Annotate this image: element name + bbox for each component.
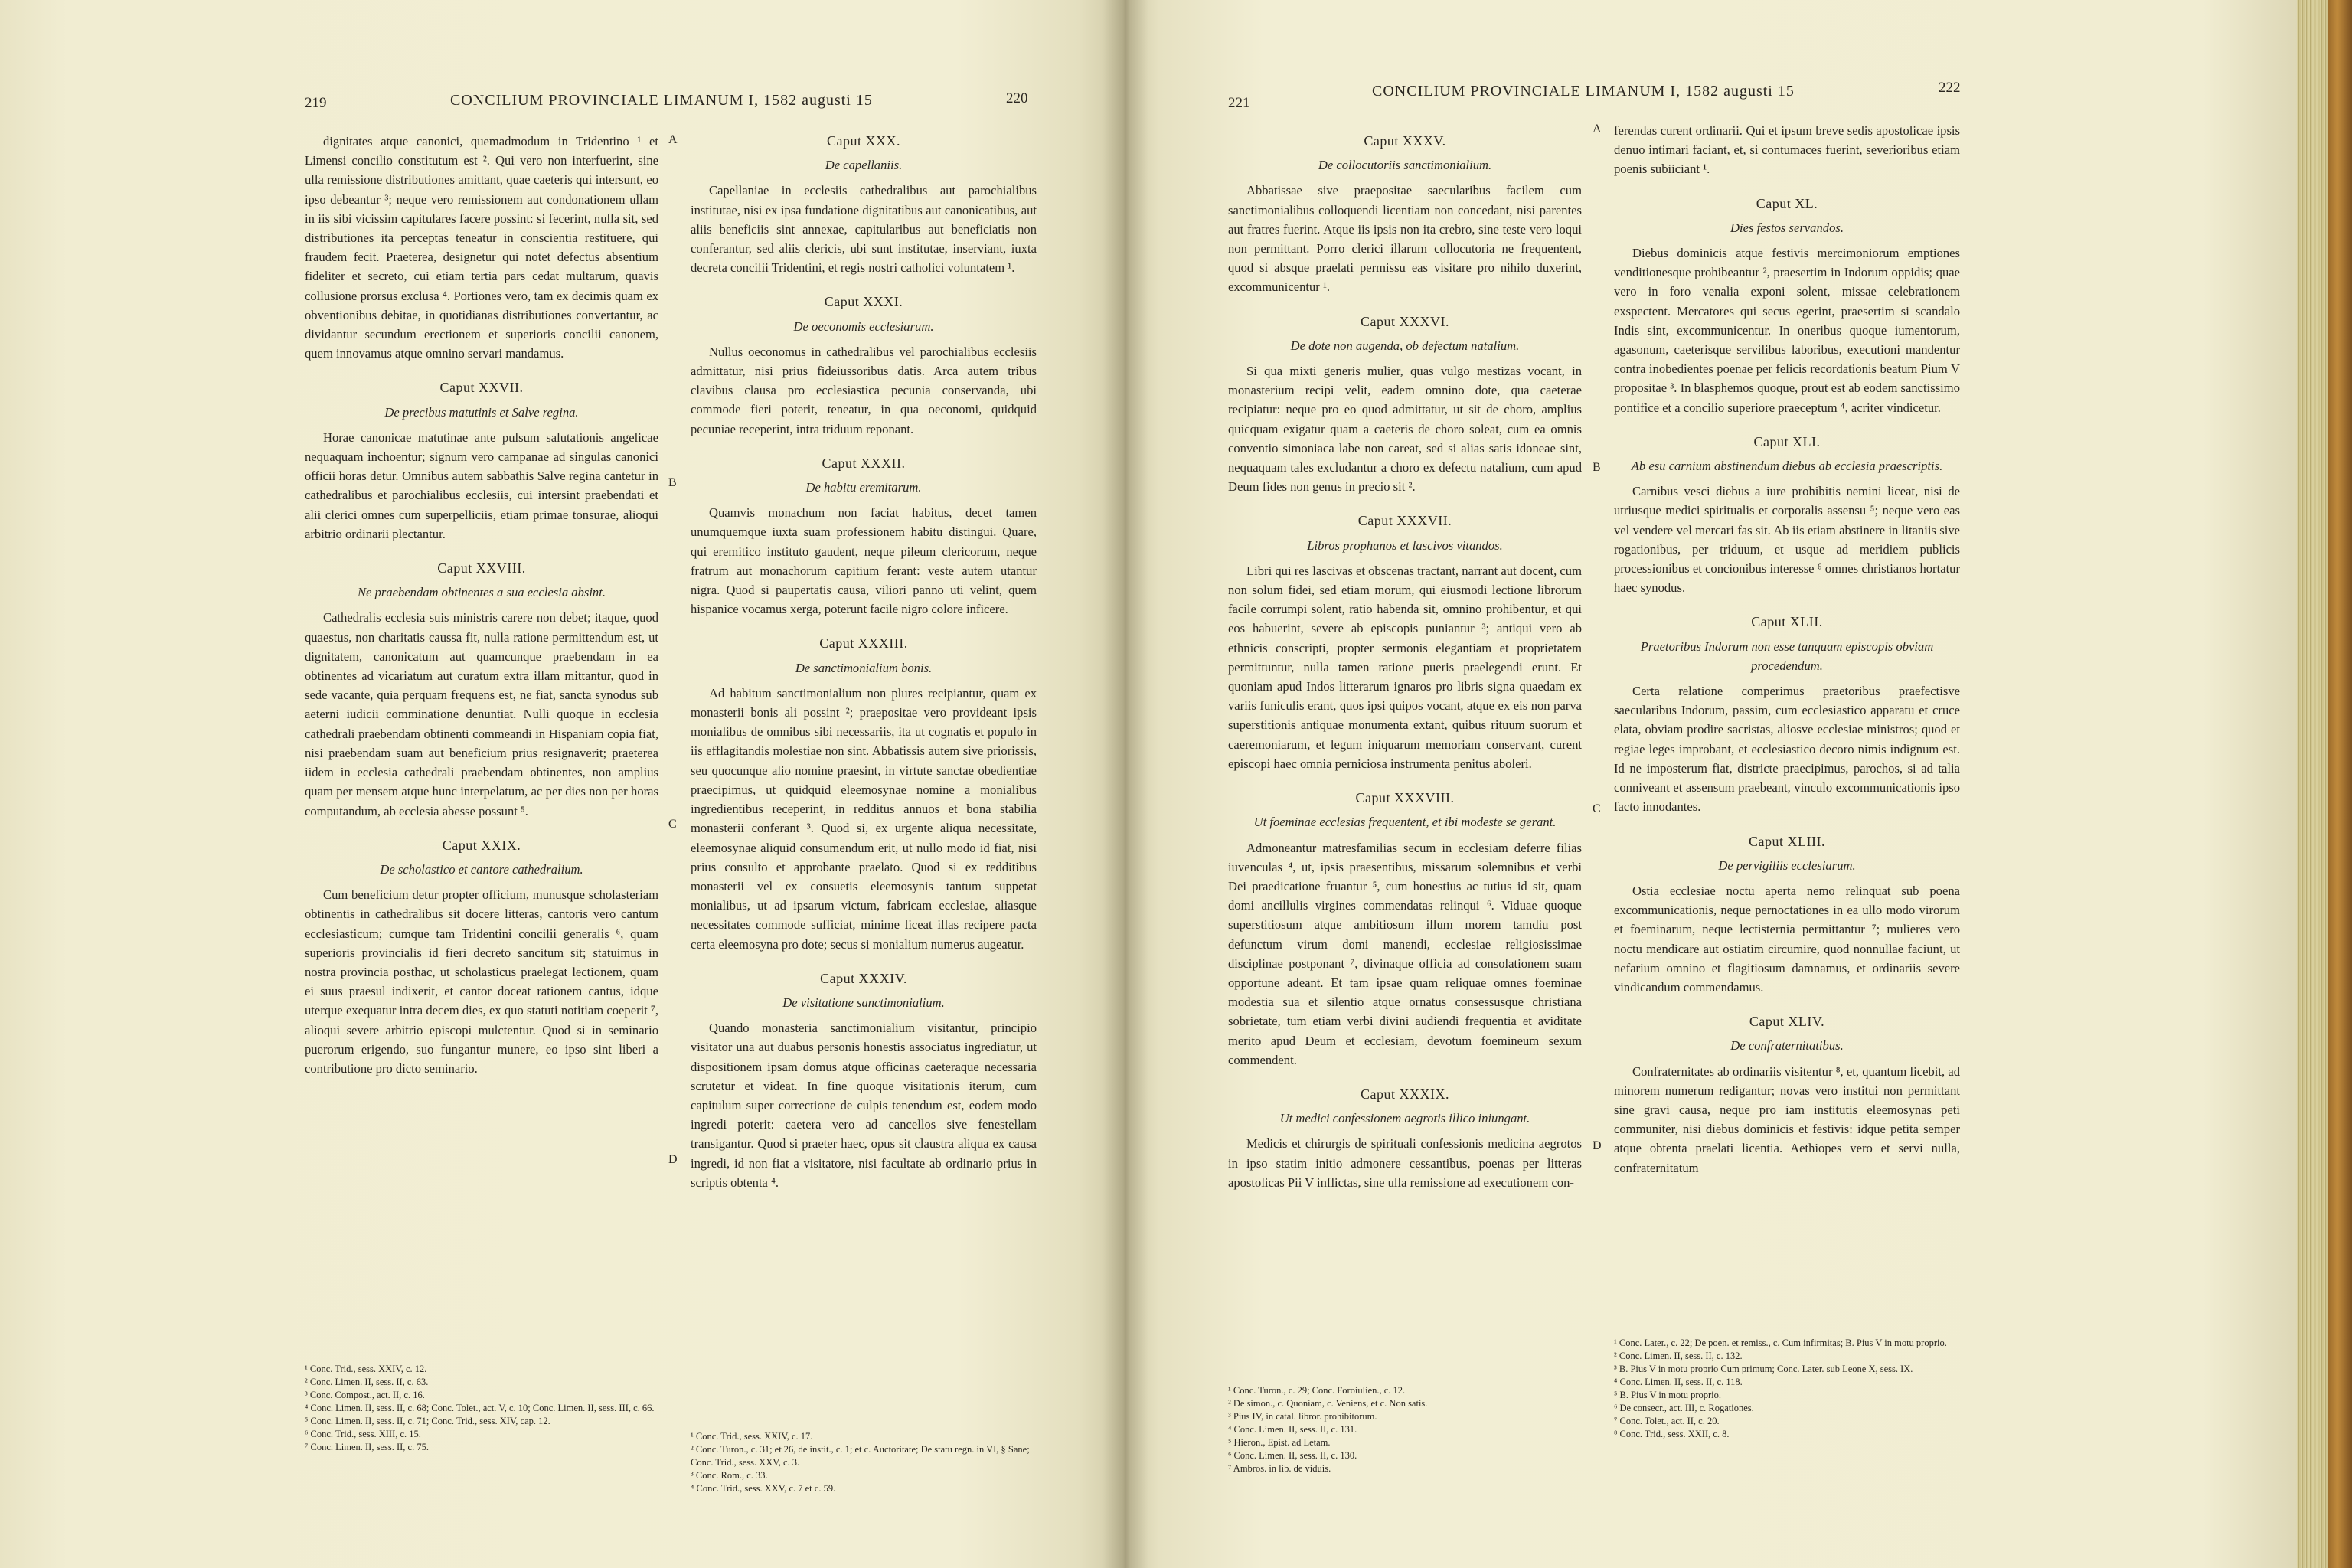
left-page-column-1	[305, 132, 658, 1080]
right-page-footnotes-2	[1614, 1337, 1960, 1441]
chapter-heading: Caput XXVIII.	[437, 560, 526, 577]
running-title-left: CONCILIUM PROVINCIALE LIMANUM I, 1582 augusti 15	[450, 92, 873, 109]
footnote: ⁴ Conc. Limen. II, sess. II, c. 118.	[1614, 1377, 1743, 1387]
paragraph: Medicis et chirurgis de spirituali confessionis medicina aegrotos in ipso statim initio admonere cessantibus, poenas per litteras apostolicas Pii V inflictas, sine ulla remissione ad executionem con-	[1228, 1136, 1582, 1190]
book-cover-edge	[2328, 0, 2352, 1568]
footnote: ⁷ Conc. Limen. II, sess. II, c. 75.	[305, 1442, 429, 1452]
chapter-subtitle: Libros prophanos et lascivos vitandos.	[1307, 537, 1503, 553]
chapter-subtitle: De capellaniis.	[825, 158, 903, 173]
paragraph: Capellaniae in ecclesiis cathedralibus aut parochialibus institutae, nisi ex ipsa fundatione dignitatibus aut canonicatibus, aut aliis beneficiis sint annexae, capitularibus aut beneficiatis non conferantur, sed aliis clericis, ubi sunt institutae, inserviant, iuxta decreta concilii Tridentini, et regis nostri catholici voluntatem ¹.	[691, 183, 1037, 276]
chapter-heading: Caput XXIX.	[442, 837, 521, 853]
page-number-221: 221	[1228, 95, 1250, 111]
margin-letter-a-right: A	[1592, 122, 1602, 136]
footnote: ⁷ Conc. Tolet., act. II, c. 20.	[1614, 1416, 1720, 1426]
right-page-footnotes-1	[1228, 1384, 1582, 1475]
margin-letter-d: D	[668, 1153, 678, 1166]
page-block-edge	[2297, 0, 2328, 1568]
footnote: ⁴ Conc. Trid., sess. XXV, c. 7 et c. 59.	[691, 1483, 836, 1494]
chapter-heading: Caput XL.	[1756, 195, 1818, 211]
footnote: ⁵ B. Pius V in motu proprio.	[1614, 1390, 1722, 1400]
footnote: ² Conc. Turon., c. 31; et 26, de instit., c. 1; et c. Auctoritate; De statu regn. in VI, § Sane; Conc. Trid., sess. XXV, c. 3.	[691, 1444, 1030, 1468]
footnote: ¹ Conc. Trid., sess. XXIV, c. 12.	[305, 1364, 427, 1374]
paragraph: Cum beneficium detur propter officium, munusque scholasteriam obtinentis in cathedralibus sit docere litteras, cantoris vero cantum ecclesiasticum; cumque tam Tridentini concilii generalis ⁶, quam superioris provincialis id fieri decreto sancitum sit; statuimus in nostra provincia posthac, ut scholasticus praelegat lectionem, quam ei suus praesul indixerit, et cantor doceat rationem cantus, idque uterque exequatur intra decem dies, ex quo statuti notitiam coeperit ⁷, alioqui severe arbitrio episcopi mulctentur. Quod si in seminario puerorum erigendo, suo fungantur munere, eo ipso sint liberi a contributione pro dicto seminario.	[305, 887, 658, 1076]
footnote: ⁸ Conc. Trid., sess. XXII, c. 8.	[1614, 1429, 1730, 1439]
chapter-heading: Caput XLII.	[1751, 614, 1823, 630]
chapter-heading: Caput XXXVIII.	[1355, 790, 1455, 806]
paragraph: Ad habitum sanctimonialium non plures recipiantur, quam ex monasterii bonis ali possint ²; praepositae vero provideant ipsis monialibus de omnibus sibi necessariis, ita ut cognatis et populo in iis efflagitandis molestiae non sint. Abbatissis autem sive priorissis, seu quocunque alio nomine praesint, in virtute sanctae obedientiae praecipimus, ut quidquid eleemosynae nomine a monialibus ingredientibus receperint, in redditus annuos et bona stabilia monasterii conferant ³. Quod si, ex urgente aliqua necessitate, eleemosynae aliquid consumendum erit, ut nullo modo id fiat, nisi prius consulto et approbante praelato. Quod si ex redditibus monasterii vel ex consuetis eleemosynis tantum suppetat monialibus, ut ad ipsarum victum, fabricam ecclesiae, aliasque necessitates commode sufficiat, minime liceat illas recipere pacta certa eleemosyna pro dote; secus si monialium numerus augeatur.	[691, 685, 1037, 952]
left-page-footnotes-2	[691, 1430, 1037, 1495]
footnote: ⁶ Conc. Limen. II, sess. II, c. 130.	[1228, 1450, 1357, 1461]
footnote: ⁵ Hieron., Epist. ad Letam.	[1228, 1437, 1331, 1448]
footnote: ⁶ Conc. Trid., sess. XIII, c. 15.	[305, 1429, 421, 1439]
chapter-heading: Caput XXVII.	[439, 380, 524, 396]
footnote: ¹ Conc. Later., c. 22; De poen. et remiss., c. Cum infirmitas; B. Pius V in motu proprio.	[1614, 1338, 1947, 1348]
chapter-heading: Caput XXXIV.	[820, 970, 907, 986]
paragraph: Certa relatione comperimus praetoribus praefectisve saecularibus Indorum, passim, cum ecclesiastico apparatu et cruce elata, obviam prodire sacristas, aliosve ecclesiae ministros; quod et regiae leges improbant, et ecclesiastico decoro nimis indignum est. Id ne imposterum fiat, districte praecipimus, parochos, si ad talia conniveant et assensum praebeant, vinculo excommunicationis ipso facto innodantes.	[1614, 684, 1960, 815]
chapter-heading: Caput XXXIX.	[1361, 1086, 1449, 1102]
chapter-subtitle: Praetoribus Indorum non esse tanquam episcopis obviam procedendum.	[1640, 639, 1934, 673]
chapter-subtitle: De visitatione sanctimonialium.	[782, 995, 945, 1010]
paragraph: Cathedralis ecclesia suis ministris carere non debet; itaque, quod quaestus, non charitatis caussa fit, nulla ratione permittendum est, ut dignitatem, canonicatum aut quamcunque praebendam in ea obtinentes ad vicariatum aut curatum extra illam mittantur, quod in sede vacante, quia perquam frequens est, ne fiat, sancta synodus sub aeterni iudicii comminatione denuntiat. Nulli quoque in ecclesia cathedrali praebendam obtinenti commeandi in Hispaniam copia fiat, nisi praebendam suam aut beneficium prius resignaverit; praeterea iidem in ecclesia cathedrali praebendam obtinentes, non amplius quam per mensem atque hunc interpelatum, ac per dies non per horas computandum, ab ecclesia abesse possunt ⁵.	[305, 610, 658, 818]
page-number-222: 222	[1939, 80, 1961, 96]
chapter-heading: Caput XXXI.	[824, 294, 903, 310]
footnote: ³ B. Pius V in motu proprio Cum primum; Conc. Later. sub Leone X, sess. IX.	[1614, 1364, 1913, 1374]
footnote: ¹ Conc. Turon., c. 29; Conc. Foroiulien., c. 12.	[1228, 1385, 1406, 1396]
left-page-column-2	[691, 132, 1037, 1194]
chapter-subtitle: De collocutoriis sanctimonialium.	[1318, 158, 1492, 173]
margin-letter-a: A	[668, 133, 678, 146]
chapter-subtitle: Dies festos servandos.	[1730, 220, 1844, 235]
paragraph: Quando monasteria sanctimonialium visitantur, principio visitator una aut duabus personis honestis associatus ingrediatur, ut dispositionem ipsam domus atque officinas caeteraque necessaria scrutetur et videat. In fine quoque visitationis iterum, cum capitulum super correctione de culpis tenendum est, eodem modo ingredi poterit: caetera vero ad cancellos sive fenestellam transigantur. Quod si praeter haec, opus sit claustra aliqua ex causa ingredi, id non fiat a visitatore, nisi facultate ab ordinario prius in scriptis obtenta ⁴.	[691, 1021, 1037, 1190]
chapter-subtitle: Ut medici confessionem aegrotis illico iniungant.	[1279, 1111, 1530, 1126]
margin-letter-b: B	[668, 476, 677, 489]
footnote: ⁴ Conc. Limen. II, sess. II, c. 131.	[1228, 1424, 1357, 1435]
chapter-subtitle: De oeconomis ecclesiarum.	[793, 318, 934, 334]
chapter-subtitle: De precibus matutinis et Salve regina.	[384, 404, 579, 420]
chapter-subtitle: De sanctimonialium bonis.	[795, 660, 933, 675]
paragraph: dignitates atque canonici, quemadmodum in Tridentino ¹ et Limensi concilio constitutum est ². Qui vero non interfuerint, sine ulla remissione distributiones amittant, quae caeteris qui intersunt, eo ipso debeantur ³; neque vero remissionem aut condonationem ullam in iis sibi vicissim capitulares facere possint: si fecerint, nulla sit, sed distributiones ita perceptas teneatur in conscientia restituere, qui fraudem fecit. Praeterea, designetur qui notet defectus absentium fideliter et secreto, cui etiam tertia pars cedat multarum, quavis collusione prorsus exclusa ⁴. Portiones vero, tam ex decimis quam ex obventionibus debitae, in quotidianas distributiones convertantur, ac dividantur secundum erectionem et superioris concilii canonem, quem innovamus atque omnino servari mandamus.	[305, 134, 658, 361]
right-page-column-1	[1228, 132, 1582, 1194]
right-page	[1124, 0, 2297, 1568]
left-page-footnotes-1	[305, 1363, 658, 1454]
margin-letter-d-right: D	[1592, 1139, 1602, 1152]
margin-letter-b-right: B	[1592, 461, 1601, 474]
chapter-subtitle: De dote non augenda, ob defectum natalium.	[1290, 338, 1520, 353]
chapter-subtitle: Ne praebendam obtinentes a sua ecclesia absint.	[358, 585, 606, 600]
running-title-right: CONCILIUM PROVINCIALE LIMANUM I, 1582 augusti 15	[1372, 83, 1795, 100]
chapter-subtitle: Ut foeminae ecclesias frequentent, et ibi modeste se gerant.	[1253, 815, 1557, 830]
paragraph: Ostia ecclesiae noctu aperta nemo relinquat sub poena excommunicationis, neque pernoctationes in ea ullo modo virorum et foeminarum, neque lectisternia permittantur ⁷; mulieres vero noctu mendicare aut ostiatim circumire, quod nonnullae faciunt, ut nefarium omnino et flagitiosum damnamus, et ordinariis severe vindicandum commendamus.	[1614, 883, 1960, 995]
chapter-subtitle: De habitu eremitarum.	[805, 480, 922, 495]
footnote: ³ Conc. Rom., c. 33.	[691, 1470, 768, 1481]
chapter-subtitle: Ab esu carnium abstinendum diebus ab ecclesia praescriptis.	[1631, 459, 1943, 474]
paragraph: Abbatissae sive praepositae saecularibus facilem cum sanctimonialibus colloquendi licentiam non concedant, nisi parentes aut fratres fuerint. Atque iis ipsis non ita crebro, sine teste vero loqui non permittant. Porro clerici illarum collocutoria ne frequentent, quod si absque praelati permissu eas visitare pro nihilo duxerint, excommunicentur ¹.	[1228, 183, 1582, 295]
chapter-heading: Caput XXXIII.	[819, 635, 908, 652]
paragraph: Horae canonicae matutinae ante pulsum salutationis angelicae nequaquam inchoentur; signum vero campanae ad singulas canonici officii horas detur. Omnibus autem sabbathis Salve regina cantetur in cathedralibus et parochialibus ecclesiis, cui intersint praebendati et alii clerici omnes cum superpelliciis, etiam primae tonsurae, alioqui arbitrio ordinarii plectantur.	[305, 430, 658, 541]
paragraph: Diebus dominicis atque festivis mercimoniorum emptiones venditionesque prohibeantur ², praesertim in Indorum oppidis; quae vero in foro venalia exponi solent, missae celebrationem exspectent. Mercatores qui secus egerint, praesertim si scandalo Indis sint, excommunicentur. In oneribus quoque iumentorum, agasonum, caeterisque servilibus laboribus, executioni mandentur contra inobedientes poenae per felicis recordationis beatum Pium V propositae ³. In blasphemos quoque, prout est ab eodem sanctissimo pontifice et a concilio superiore praeceptum ⁴, acriter vindicetur.	[1614, 246, 1960, 415]
chapter-subtitle: De pervigiliis ecclesiarum.	[1718, 858, 1856, 873]
footnote: ² Conc. Limen. II, sess. II, c. 132.	[1614, 1351, 1743, 1361]
page-number-219: 219	[305, 95, 327, 111]
footnote: ³ Pius IV, in catal. libror. prohibitorum.	[1228, 1411, 1377, 1422]
paragraph: Quamvis monachum non faciat habitus, decet tamen unumquemque iuxta suam professionem habitu distingui. Quare, qui eremitico instituto gaudent, neque pileum clericorum, neque fratrum aut monachorum capitium ferant: veste autem utantur nigra. Quod si paupertatis causa, viliori panno uti velint, quem hispanice vocamus xerga, poterunt facile nigro colore inficere.	[691, 505, 1037, 617]
footnote: ⁴ Conc. Limen. II, sess. II, c. 68; Conc. Tolet., act. V, c. 10; Conc. Limen. II, sess. III, c. 66.	[305, 1403, 655, 1413]
chapter-heading: Caput XLIII.	[1749, 833, 1825, 849]
paragraph: Nullus oeconomus in cathedralibus vel parochialibus ecclesiis admittatur, nisi prius fideiussoribus datis. Arca autem tribus clavibus clausa pro ecclesiastica pecunia conservanda, ubi commode fieri poterit, teneatur, in qua oeconomi, quidquid pecuniae receperint, intra triduum reponant.	[691, 344, 1037, 436]
footnote: ² De simon., c. Quoniam, c. Veniens, et c. Non satis.	[1228, 1398, 1428, 1409]
chapter-heading: Caput XLIV.	[1749, 1014, 1825, 1030]
chapter-subtitle: De confraternitatibus.	[1730, 1038, 1844, 1054]
footnote: ² Conc. Limen. II, sess. II, c. 63.	[305, 1377, 429, 1387]
paragraph: Libri qui res lascivas et obscenas tractant, narrant aut docent, cum non solum fidei, sed etiam morum, qui eiusmodi lectione librorum facile corrumpi solent, ratio habenda sit, omnino prohibentur, et qui eos habuerint, severe ab episcopis puniantur ³; antiqui vero ab ethnicis conscripti, propter sermonis elegantiam et proprietatem permittuntur, nulla tamen ratione pueris praelegendi erunt. Et quoniam apud Indos litterarum ignaros pro libris signa quaedam ex variis funiculis erant, quos ipsi quipos vocant, atque ex eis non parva superstitionis antiquae monumenta extant, quibus rituum suorum et caeremoniarum, et legum iniquarum memoriam conservant, curent episcopi haec omnia perniciosa instrumenta penitus aboleri.	[1228, 563, 1582, 771]
left-page	[0, 0, 1124, 1568]
footnote: ⁷ Ambros. in lib. de viduis.	[1228, 1463, 1331, 1474]
margin-letter-c-right: C	[1592, 802, 1601, 815]
paragraph: Carnibus vesci diebus a iure prohibitis nemini liceat, nisi de utriusque medici spiritualis et corporalis assensu ⁵; neque vero eas vel vendere vel mercari fas sit. Ab iis etiam abstinere in litaniis sive rogationibus, per triduum, et usque ad meridiem publicis processionibus et concionibus interesse ⁶ omnes christianos hortatur haec synodus.	[1614, 484, 1960, 596]
chapter-heading: Caput XLI.	[1753, 433, 1821, 449]
paragraph: Si qua mixti generis mulier, quas vulgo mestizas vocant, in monasterium recipi velit, eadem omnino dote, qua caeterae recipiatur: neque pro eo quod admittatur, ut sit de choro, amplius quicquam exigatur quam a caeteris de choro soleat, cum ea omnis conventio simoniaca labe non careat, sed si alias satis idoneae sint, nequaquam tales excludantur a choro ex defectu natalium, cum apud Deum fides non genus in precio sit ².	[1228, 364, 1582, 495]
paragraph: ferendas curent ordinarii. Qui et ipsum breve sedis apostolicae ipsis denuo intimari faciant, et, si contumaces fuerint, severioribus etiam poenis subiiciant ¹.	[1614, 123, 1960, 177]
paragraph: Admoneantur matresfamilias secum in ecclesiam deferre filias iuvenculas ⁴, ut, ipsis praesentibus, missarum solemnibus et verbi Dei praedicatione fruantur ⁵, cum honestius ac tutius id sit, quam domi ancillulis virgines commendatas relinqui ⁶. Viduae quoque superstitiosum atque ambitiosum illum morem tamdiu post defunctum virum domi manendi, ecclesiae religiosissimae disciplinae postponant ⁷, divinaque officia ad consolationem suam opportune adeant. Et tam ipsae quam reliquae omnes foeminae modestia sua et silentio atque ornatus consessusque christiana sobrietate, tum etiam verbi divini audiendi frequentia et aviditate merito apud Deum et ecclesiam, devotum foemineum sexum commendent.	[1228, 840, 1582, 1067]
footnote: ¹ Conc. Trid., sess. XXIV, c. 17.	[691, 1431, 813, 1442]
footnote: ⁶ De consecr., act. III, c. Rogationes.	[1614, 1403, 1754, 1413]
paragraph: Confraternitates ab ordinariis visitentur ⁸, et, quantum licebit, ad minorem numerum redigantur; novas vero institui non permittant sine gravi causa, neque pro iam institutis eleemosynas peti communiter, nisi diebus dominicis et festivis: idque petita semper atque obtenta praelati licentia. Aethiopes vero et servi nulla, confraternitatum	[1614, 1063, 1960, 1175]
margin-letter-c: C	[668, 818, 677, 831]
right-page-column-2	[1614, 121, 1960, 1179]
chapter-heading: Caput XXXVII.	[1357, 513, 1452, 529]
page-number-220: 220	[1006, 90, 1028, 106]
chapter-heading: Caput XXXVI.	[1361, 313, 1449, 329]
chapter-heading: Caput XXXV.	[1364, 133, 1446, 149]
footnote: ⁵ Conc. Limen. II, sess. II, c. 71; Conc. Trid., sess. XIV, cap. 12.	[305, 1416, 550, 1426]
chapter-heading: Caput XXX.	[827, 133, 900, 149]
chapter-heading: Caput XXXII.	[822, 455, 906, 471]
chapter-subtitle: De scholastico et cantore cathedralium.	[380, 861, 583, 877]
footnote: ³ Conc. Compost., act. II, c. 16.	[305, 1390, 425, 1400]
